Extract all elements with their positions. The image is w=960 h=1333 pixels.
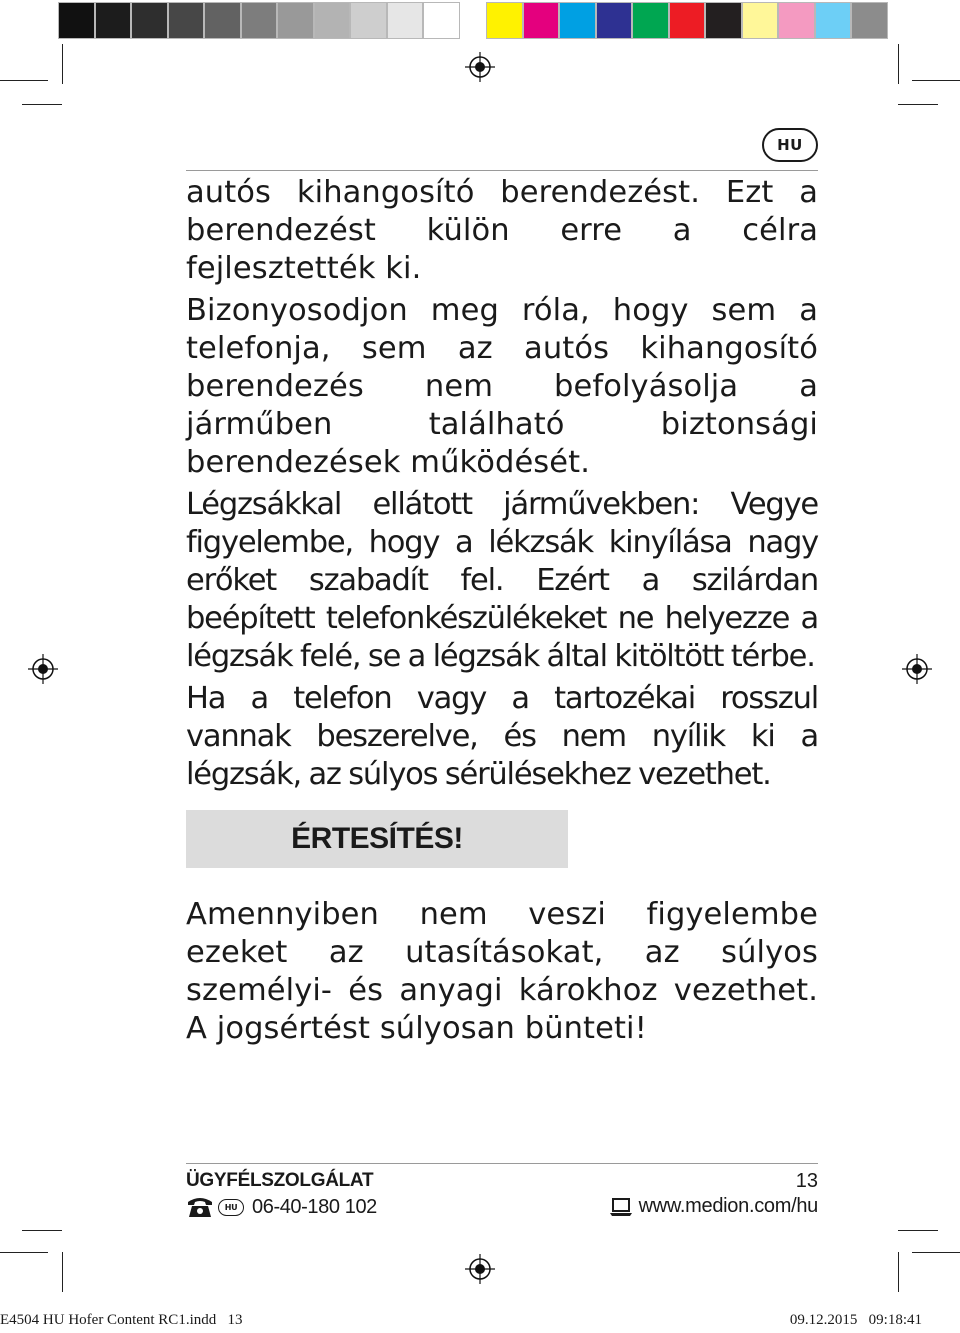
color-swatch — [387, 2, 424, 39]
crop-mark — [0, 1252, 48, 1253]
page-number: 13 — [795, 1170, 818, 1192]
footer-title: ÜGYFÉLSZOLGÁLAT — [186, 1170, 374, 1191]
hotline-phone-number[interactable]: 06-40-180 102 — [252, 1195, 377, 1218]
notice-paragraph: Amennyiben nem veszi figyelembe ezeket az utasításokat, az súlyos személyi- és anyagi károkhoz vezethet. A jogsértést súlyosan bünteti! — [186, 897, 818, 1046]
telephone-icon — [186, 1195, 214, 1219]
laptop-icon — [609, 1197, 633, 1217]
color-swatch — [669, 2, 706, 39]
color-swatch — [168, 2, 205, 39]
registration-mark-icon — [465, 52, 495, 82]
color-calibration-bar-grayscale — [58, 2, 460, 39]
color-swatch — [742, 2, 779, 39]
color-calibration-bar-color — [486, 2, 888, 39]
print-slug-file: E4504 HU Hofer Content RC1.indd 13 — [0, 1312, 243, 1328]
color-swatch — [815, 2, 852, 39]
crop-mark — [898, 1230, 938, 1231]
website — [609, 1195, 818, 1218]
crop-mark — [0, 80, 48, 81]
language-badge: HU — [762, 128, 818, 162]
crop-mark — [912, 1252, 960, 1253]
crop-mark — [912, 80, 960, 81]
notice-section — [186, 896, 818, 1048]
registration-mark-icon — [902, 654, 932, 684]
color-swatch — [314, 2, 351, 39]
paragraph-handsfree: autós kihangosító berendezést. Ezt a berendezést külön erre a célra fejlesztették ki. — [186, 175, 818, 286]
registration-mark-icon — [465, 1254, 495, 1284]
paragraph-safety-devices: Bizonyosodjon meg róla, hogy sem a telefonja, sem az autós kihangosító berendezés nem befolyásolja a járműben található biztonsági berendezések működését. — [186, 293, 818, 480]
crop-mark — [898, 104, 938, 105]
color-swatch — [131, 2, 168, 39]
header-divider — [186, 170, 818, 171]
website-link[interactable]: www.medion.com/hu — [638, 1195, 818, 1217]
print-slug-timestamp: 09.12.2015 09:18:41 — [789, 1312, 922, 1328]
notice-banner — [186, 810, 568, 868]
registration-mark-icon — [28, 654, 58, 684]
crop-mark — [22, 104, 62, 105]
crop-mark — [62, 44, 63, 84]
footer-divider — [186, 1163, 818, 1164]
color-swatch — [778, 2, 815, 39]
crop-mark — [898, 1252, 899, 1292]
color-swatch — [423, 2, 460, 39]
hotline — [186, 1195, 377, 1219]
color-swatch — [58, 2, 95, 39]
color-swatch — [632, 2, 669, 39]
color-swatch — [350, 2, 387, 39]
color-swatch — [559, 2, 596, 39]
crop-mark — [22, 1230, 62, 1231]
paragraph-installation: Ha a telefon vagy a tartozékai rosszul vannak beszerelve, és nem nyílik ki a légzsák, az súlyos sérülésekhez vezethet. — [186, 681, 818, 792]
hotline-country-badge: HU — [218, 1199, 244, 1216]
color-swatch — [851, 2, 888, 39]
color-swatch — [277, 2, 314, 39]
color-swatch — [596, 2, 633, 39]
paragraph-airbag: Légzsákkal ellátott járművekben: Vegye figyelembe, hogy a lékzsák kinyílása nagy erőket szabadít fel. Ezért a szilárdan beépített telefonkészülékeket ne helyezze a légzsák felé, se a légzsák által kitöltött térbe. — [186, 487, 818, 674]
crop-mark — [898, 44, 899, 84]
main-content — [186, 174, 818, 794]
crop-mark — [62, 1252, 63, 1292]
color-swatch — [95, 2, 132, 39]
color-swatch — [204, 2, 241, 39]
color-swatch — [705, 2, 742, 39]
notice-title: ÉRTESÍTÉS! — [291, 822, 463, 855]
color-swatch — [486, 2, 523, 39]
color-swatch — [523, 2, 560, 39]
color-swatch — [241, 2, 278, 39]
